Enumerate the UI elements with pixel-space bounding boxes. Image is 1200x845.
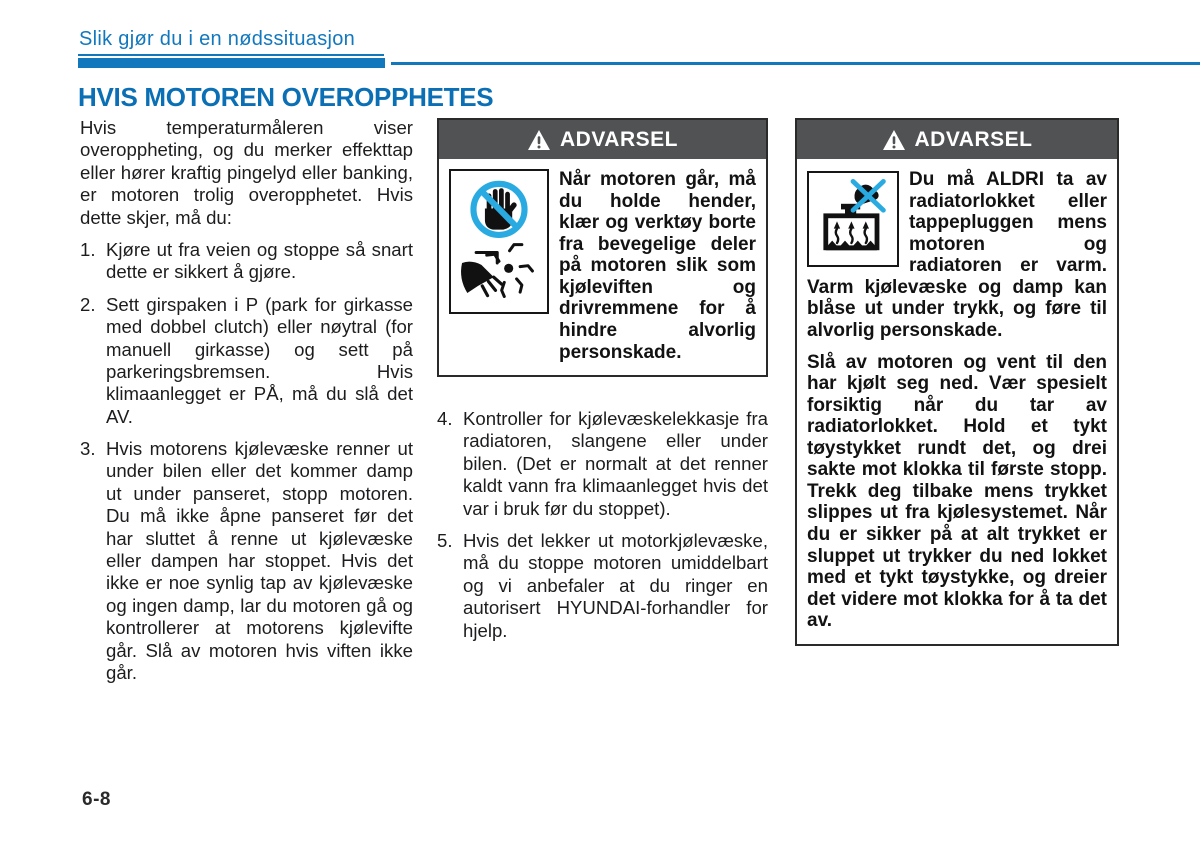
- page-title: HVIS MOTOREN OVEROPPHETES: [78, 82, 494, 112]
- warning-header: [797, 120, 1117, 159]
- warning-box-radiator: [795, 118, 1119, 646]
- step-text: Kontroller for kjølevæskelekkasje fra radiatoren, slangene eller under bilen. (Det er normalt at det renner kaldt vann fra klimaanlegget hvis det var i bruk før du stoppet).: [463, 408, 768, 519]
- page-number: 6-8: [82, 789, 111, 810]
- step-text: Sett girspaken i P (park for girkasse med dobbel clutch) eller nøytral (for manuell girkasse) og sett på parkeringsbremsen. Hvis klimaanlegget er PÅ, må du slå det AV.: [106, 293, 413, 427]
- step-text: Hvis det lekker ut motorkjølevæske, må du stoppe motoren umiddelbart og vi anbefaler at du ringer en autorisert HYUNDAI-forhandler for hjelp.: [463, 530, 768, 641]
- warning-body: [439, 159, 766, 375]
- warning-text: Du må ALDRI ta av radiatorlokket eller tappepluggen mens motoren og radiatoren er varm. Varm kjølevæske og damp kan blåse ut under trykk, og føre til alvorlig personskade.: [807, 169, 1107, 341]
- warning-box-fan: [437, 118, 768, 377]
- header-rule: [391, 62, 1200, 65]
- breadcrumb: Slik gjør du i en nødssituasjon: [79, 28, 356, 50]
- warning-triangle-icon: [882, 129, 906, 151]
- warning-triangle-icon: [527, 129, 551, 151]
- warning-header-label: ADVARSEL: [914, 127, 1033, 151]
- warning-header: [439, 120, 766, 159]
- list-item: [80, 438, 413, 684]
- warning-text: Slå av motoren og vent til den har kjølt seg ned. Vær spesielt forsiktig når du tar av radiatorlokket. Hold et tykt tøystykket rundt det, og drei sakte mot klokka til første stopp. Trekk deg tilbake mens trykket slippes ut fra kjølesystemet. Når du er sikker på at alt trykket er sluppet ut trykker du ned lokket med et tykt tøystykke, og dreier det videre mot klokka for å ta det av.: [807, 351, 1107, 632]
- list-item: [437, 530, 768, 642]
- warning-body: [797, 159, 1117, 644]
- warning-text: Når motoren går, må du holde hender, klær og verktøy borte fra bevegelige deler på motoren slik som kjøleviften og drivremmene for å hindre alvorlig personskade.: [559, 169, 756, 363]
- column-right: [795, 118, 1119, 646]
- breadcrumb-underline: [78, 54, 384, 56]
- step-number: 5.: [437, 530, 453, 552]
- step-number: 3.: [80, 438, 96, 460]
- step-text: Kjøre ut fra veien og stoppe så snart dette er sikkert å gjøre.: [106, 238, 413, 283]
- warning-header-label: ADVARSEL: [560, 127, 678, 151]
- list-item: [437, 408, 768, 520]
- steps-4-5: [437, 408, 768, 642]
- step-text: Hvis motorens kjølevæske renner ut under bilen eller det kommer damp ut under panseret, stopp motoren. Du må ikke åpne panseret før det har sluttet å renne ut kjølevæske eller dampen har stoppet. Hvis det ikke er noe synlig tap av kjølevæske og ingen damp, lar du motoren gå og kontrollerer at motorens kjølevifte går. Slå av motoren hvis viften ikke går.: [106, 438, 413, 683]
- step-number: 1.: [80, 238, 96, 260]
- breadcrumb-accent-bar: [78, 58, 385, 68]
- step-number: 2.: [80, 293, 96, 315]
- list-item: [80, 239, 413, 284]
- step-number: 4.: [437, 408, 453, 430]
- column-middle: [437, 118, 768, 652]
- column-left: [80, 117, 413, 694]
- steps-1-3: [80, 239, 413, 684]
- intro-paragraph: Hvis temperaturmåleren viser overoppheting, og du merker effekttap eller hører kraftig pingelyd eller banking, er motoren trolig overopphetet. Hvis dette skjer, må du:: [80, 117, 413, 228]
- list-item: [80, 294, 413, 428]
- no-hands-fan-pinch-icon: [449, 169, 549, 314]
- hot-radiator-no-touch-icon: [807, 171, 899, 267]
